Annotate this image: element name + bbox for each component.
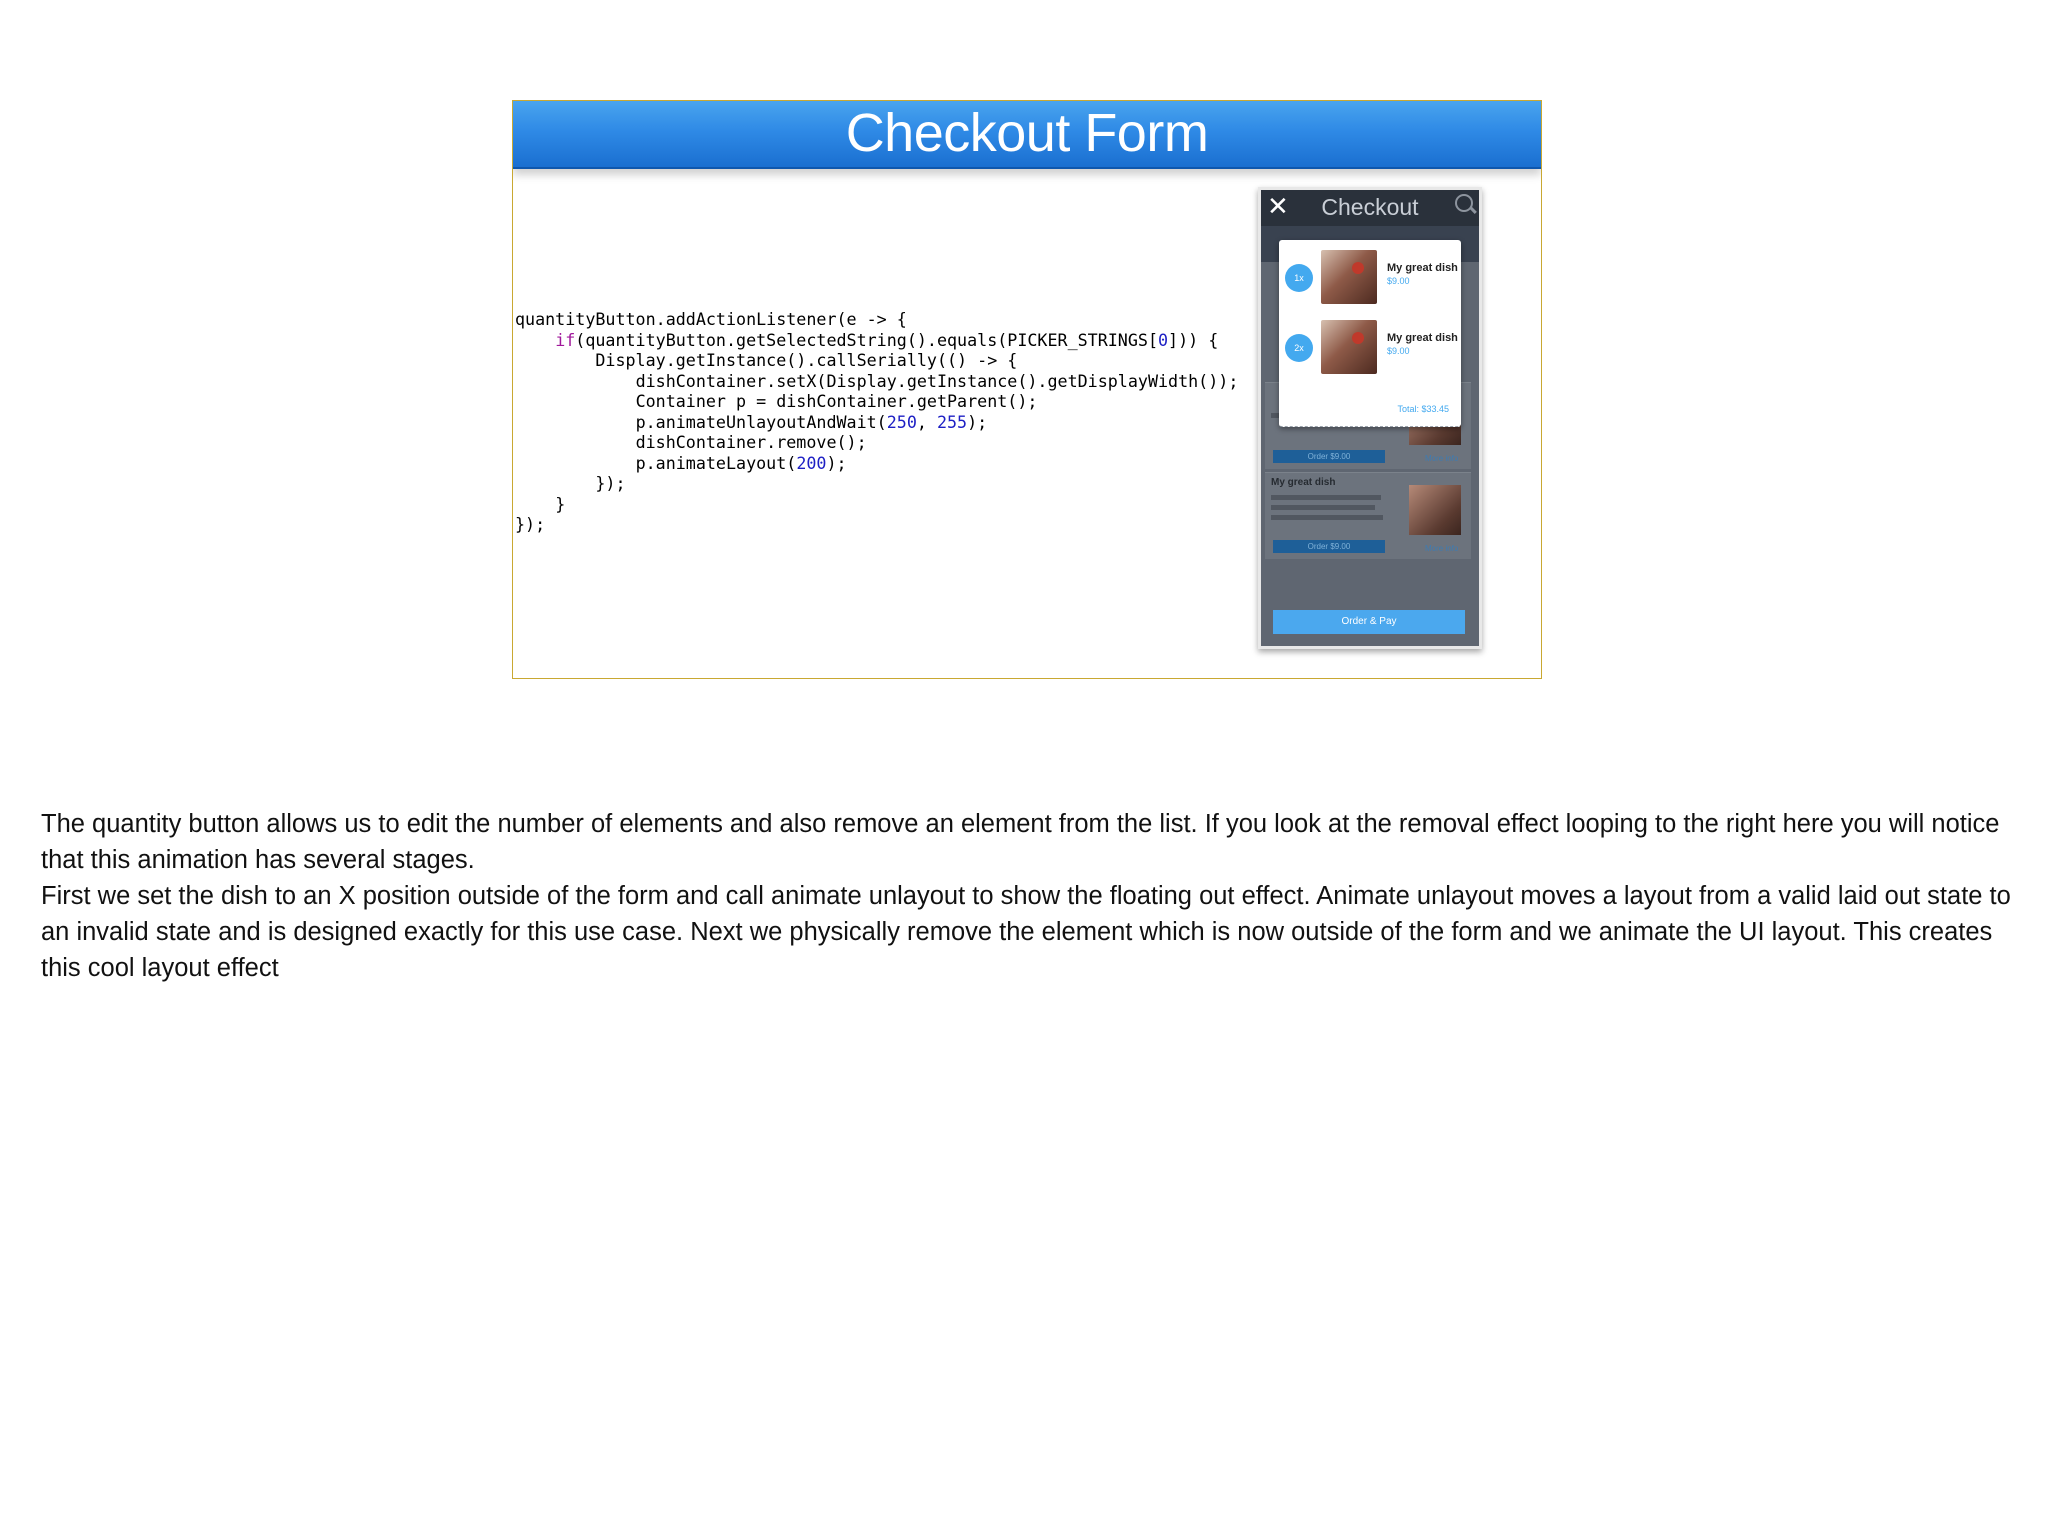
quantity-badge: 2x <box>1285 334 1313 362</box>
popup-item <box>1279 310 1461 372</box>
text-placeholder <box>1271 505 1375 510</box>
code-line: p.animateUnlayoutAndWait(250, 255); <box>635 411 988 432</box>
code-line: } <box>555 493 566 514</box>
phone-screenshot <box>1258 187 1482 649</box>
notes-paragraph: The quantity button allows us to edit the number of elements and also remove an element from the list. If you look at the removal effect looping to the right here you will notice that this animation has several stages. <box>41 810 2000 874</box>
search-icon <box>1455 194 1473 212</box>
popup-item <box>1279 240 1461 302</box>
dish-thumbnail <box>1321 250 1377 304</box>
notes-paragraph: First we set the dish to an X position outside of the form and call animate unlayout to show the floating out effect. Animate unlayout moves a layout from a valid laid out state to an invalid state and is designed exactly for this use case. Next we physically remove the element which is now outside of the form and we animate the UI layout. This creates this cool layout effect <box>41 882 2011 982</box>
dish-name: My great dish <box>1271 477 1336 488</box>
order-pay-button: Order & Pay <box>1273 610 1465 634</box>
dish-price: $9.00 <box>1387 276 1410 286</box>
phone-title-bar <box>1261 190 1479 226</box>
quantity-badge: 1x <box>1285 264 1313 292</box>
speaker-notes <box>41 806 2011 986</box>
slide-title: Checkout Form <box>845 103 1209 163</box>
code-line: dishContainer.setX(Display.getInstance().getDisplayWidth()); <box>635 370 1239 391</box>
text-placeholder <box>1271 495 1381 500</box>
phone-title: Checkout <box>1321 194 1419 220</box>
code-line: if(quantityButton.getSelectedString().equals(PICKER_STRINGS[0])) { <box>555 329 1219 350</box>
close-icon: ✕ <box>1267 192 1289 222</box>
dish-price: $9.00 <box>1387 346 1410 356</box>
order-button: Order $9.00 <box>1273 540 1385 553</box>
quantity-popup <box>1279 240 1461 427</box>
dish-thumbnail <box>1409 485 1461 535</box>
code-line: quantityButton.addActionListener(e -> { <box>515 309 907 329</box>
dish-name: My great dish <box>1387 262 1458 274</box>
dish-thumbnail <box>1321 320 1377 374</box>
order-button: Order $9.00 <box>1273 450 1385 463</box>
popup-total: Total: $33.45 <box>1397 404 1449 414</box>
slide <box>512 100 1542 679</box>
code-block <box>515 309 1238 535</box>
more-info-link: More info <box>1425 544 1459 553</box>
code-line: }); <box>595 473 626 493</box>
more-info-link: More info <box>1425 454 1459 463</box>
slide-header <box>513 101 1541 169</box>
background-dish-card <box>1265 472 1471 559</box>
dish-name: My great dish <box>1387 332 1458 344</box>
code-line: }); <box>515 514 546 534</box>
code-line: Container p = dishContainer.getParent(); <box>635 391 1038 411</box>
code-line: p.animateLayout(200); <box>635 452 847 473</box>
code-line: dishContainer.remove(); <box>635 432 867 452</box>
code-line: Display.getInstance().callSerially(() -> { <box>595 350 1018 370</box>
text-placeholder <box>1271 515 1383 520</box>
